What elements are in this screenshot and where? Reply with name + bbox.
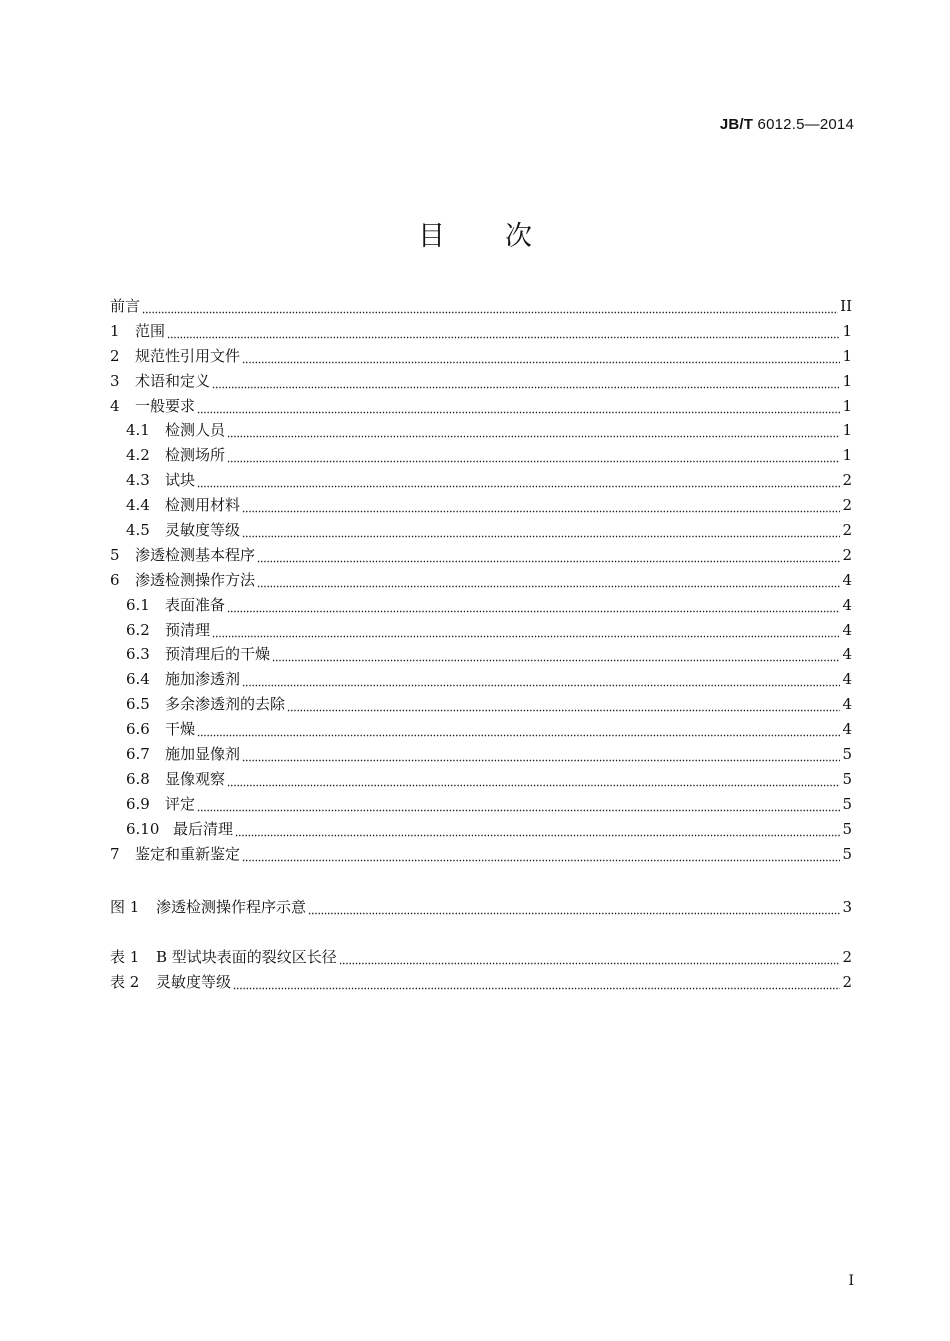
leader-dots: [197, 394, 840, 419]
toc-entry-page: 4: [842, 595, 852, 614]
leader-dots: [227, 418, 840, 443]
toc-entry[interactable]: [110, 568, 852, 593]
toc-entry[interactable]: [110, 692, 852, 717]
toc-entry-page: 2: [842, 545, 852, 564]
toc-entry-title: 术语和定义: [135, 371, 211, 390]
toc-entry[interactable]: [110, 543, 852, 568]
table-entry-number: 表 1: [110, 948, 140, 966]
toc-entry[interactable]: [110, 394, 852, 419]
leader-dots: [212, 369, 840, 394]
leader-dots: [308, 895, 840, 920]
toc-entry-page: 4: [842, 695, 852, 714]
toc-main: [110, 294, 852, 866]
leader-dots: [242, 667, 840, 692]
toc-entry-number: 6.10: [126, 819, 160, 838]
leader-dots: [257, 543, 840, 568]
toc-entry-number: 5: [110, 545, 120, 564]
toc-entry-page: 1: [842, 371, 852, 390]
toc-entry-page: 2: [842, 471, 852, 490]
toc-entry-title: 一般要求: [135, 396, 196, 415]
toc-entry-page: 5: [842, 844, 852, 863]
toc-entry[interactable]: [110, 468, 852, 493]
toc-entry[interactable]: [110, 344, 852, 369]
toc-entry[interactable]: [110, 842, 852, 867]
toc-entry-title: 评定: [165, 794, 196, 813]
toc-entry-number: 4.5: [126, 521, 150, 540]
leader-dots: [339, 945, 841, 970]
table-entry-number: 表 2: [110, 972, 140, 991]
toc-list: [110, 294, 852, 866]
toc-entry[interactable]: [110, 667, 852, 692]
toc-entry[interactable]: [110, 294, 852, 319]
standard-code: [720, 116, 854, 133]
toc-entry-title: 预清理后的干燥: [165, 645, 271, 664]
toc-entry-number: 6.3: [126, 645, 150, 664]
toc-entry-title: 显像观察: [165, 769, 226, 788]
toc-entry-title: 试块: [165, 471, 196, 490]
table-entry[interactable]: [110, 945, 852, 970]
leader-dots: [227, 593, 840, 618]
leader-dots: [257, 568, 840, 593]
leader-dots: [233, 970, 840, 995]
figure-entry-title: 渗透检测操作程序示意: [156, 898, 307, 916]
leader-dots: [227, 443, 840, 468]
leader-dots: [197, 792, 840, 817]
toc-entry-page: 1: [842, 446, 852, 465]
toc-entry-number: 6.4: [126, 670, 150, 689]
toc-entry-number: 2: [110, 346, 120, 365]
toc-entry-title: 检测人员: [165, 421, 226, 440]
toc-entry-title: 前言: [110, 297, 141, 315]
leader-dots: [227, 767, 840, 792]
table-entry[interactable]: [110, 970, 852, 995]
toc-entry-title: 检测场所: [165, 446, 226, 465]
toc-entry-number: 4.2: [126, 446, 150, 465]
leader-dots: [167, 319, 840, 344]
toc-entry-number: 7: [110, 844, 120, 863]
figure-entry[interactable]: [110, 895, 852, 920]
toc-entry[interactable]: [110, 742, 852, 767]
standard-number: 6012.5—2014: [753, 116, 854, 133]
toc-entry[interactable]: [110, 518, 852, 543]
toc-entry[interactable]: [110, 618, 852, 643]
toc-entry-page: 2: [842, 496, 852, 515]
leader-dots: [242, 842, 840, 867]
standard-prefix: JB/T: [719, 116, 754, 133]
toc-entry[interactable]: [110, 792, 852, 817]
toc-entry-number: 4.4: [126, 496, 150, 515]
toc-entry-title: 施加渗透剂: [165, 670, 241, 689]
toc-entry-number: 6.1: [126, 595, 150, 614]
toc-entry-number: 6.5: [126, 695, 150, 714]
toc-entry-page: 4: [842, 570, 852, 589]
leader-dots: [235, 817, 840, 842]
figure-list: [110, 895, 852, 920]
toc-entry-page: 5: [842, 794, 852, 813]
toc-entry-page: 1: [842, 396, 852, 415]
toc-entry-page: 5: [842, 745, 852, 764]
toc-entry[interactable]: [110, 593, 852, 618]
toc-entry-number: 6.6: [126, 720, 150, 739]
table-entry-page: 2: [842, 948, 852, 966]
toc-entry-page: 1: [842, 421, 852, 440]
toc-entry-number: 6: [110, 570, 120, 589]
toc-entry-number: 4.3: [126, 471, 150, 490]
leader-dots: [242, 493, 840, 518]
toc-entry-page: 5: [842, 819, 852, 838]
toc-entry-title: 渗透检测基本程序: [135, 545, 256, 564]
toc-entry-number: 6.9: [126, 794, 150, 813]
toc-entry-number: 4: [110, 396, 120, 415]
toc-entry[interactable]: [110, 717, 852, 742]
toc-figures: [110, 895, 852, 920]
leader-dots: [287, 692, 840, 717]
toc-entry[interactable]: [110, 319, 852, 344]
toc-entry-title: 灵敏度等级: [165, 521, 241, 540]
toc-entry-title: 表面准备: [165, 595, 226, 614]
toc-entry-title: 规范性引用文件: [135, 346, 241, 365]
toc-entry-number: 6.8: [126, 769, 150, 788]
page-number: I: [848, 1273, 854, 1289]
table-entry-title: B 型试块表面的裂纹区长径: [156, 948, 337, 966]
leader-dots: [242, 518, 840, 543]
toc-entry-number: 1: [110, 321, 120, 340]
leader-dots: [212, 618, 840, 643]
table-entry-page: 2: [842, 972, 852, 991]
figure-entry-page: 3: [842, 898, 852, 916]
toc-entry-page: 1: [842, 346, 852, 365]
toc-entry-title: 施加显像剂: [165, 745, 241, 764]
toc-entry-page: 1: [842, 321, 852, 340]
toc-entry-page: 2: [842, 521, 852, 540]
toc-tables: [110, 945, 852, 995]
toc-entry-number: 3: [110, 371, 120, 390]
table-entry-title: 灵敏度等级: [156, 972, 232, 991]
toc-entry[interactable]: [110, 817, 852, 842]
toc-entry-number: 6.7: [126, 745, 150, 764]
toc-entry-page: II: [840, 297, 852, 315]
toc-entry[interactable]: [110, 443, 852, 468]
page-title: 目次: [418, 221, 592, 252]
toc-entry-title: 最后清理: [173, 819, 234, 838]
toc-entry[interactable]: [110, 767, 852, 792]
toc-entry-number: 6.2: [126, 620, 150, 639]
toc-entry-title: 检测用材料: [165, 496, 241, 515]
toc-entry-page: 4: [842, 670, 852, 689]
toc-entry[interactable]: [110, 369, 852, 394]
toc-entry-title: 范围: [135, 321, 166, 340]
leader-dots: [142, 294, 838, 319]
table-list: [110, 945, 852, 995]
leader-dots: [197, 468, 840, 493]
toc-entry-title: 预清理: [165, 620, 211, 639]
toc-entry[interactable]: [110, 642, 852, 667]
leader-dots: [197, 717, 840, 742]
toc-entry-title: 干燥: [165, 720, 196, 739]
toc-entry[interactable]: [110, 493, 852, 518]
toc-entry-page: 4: [842, 620, 852, 639]
toc-entry-title: 渗透检测操作方法: [135, 570, 256, 589]
toc-entry-page: 5: [842, 769, 852, 788]
toc-entry-number: 4.1: [126, 421, 150, 440]
toc-entry-title: 鉴定和重新鉴定: [135, 844, 241, 863]
toc-entry-page: 4: [842, 645, 852, 664]
leader-dots: [272, 642, 840, 667]
toc-entry-title: 多余渗透剂的去除: [165, 695, 286, 714]
leader-dots: [242, 344, 840, 369]
leader-dots: [242, 742, 840, 767]
toc-entry-page: 4: [842, 720, 852, 739]
toc-entry[interactable]: [110, 418, 852, 443]
figure-entry-number: 图 1: [110, 898, 140, 916]
